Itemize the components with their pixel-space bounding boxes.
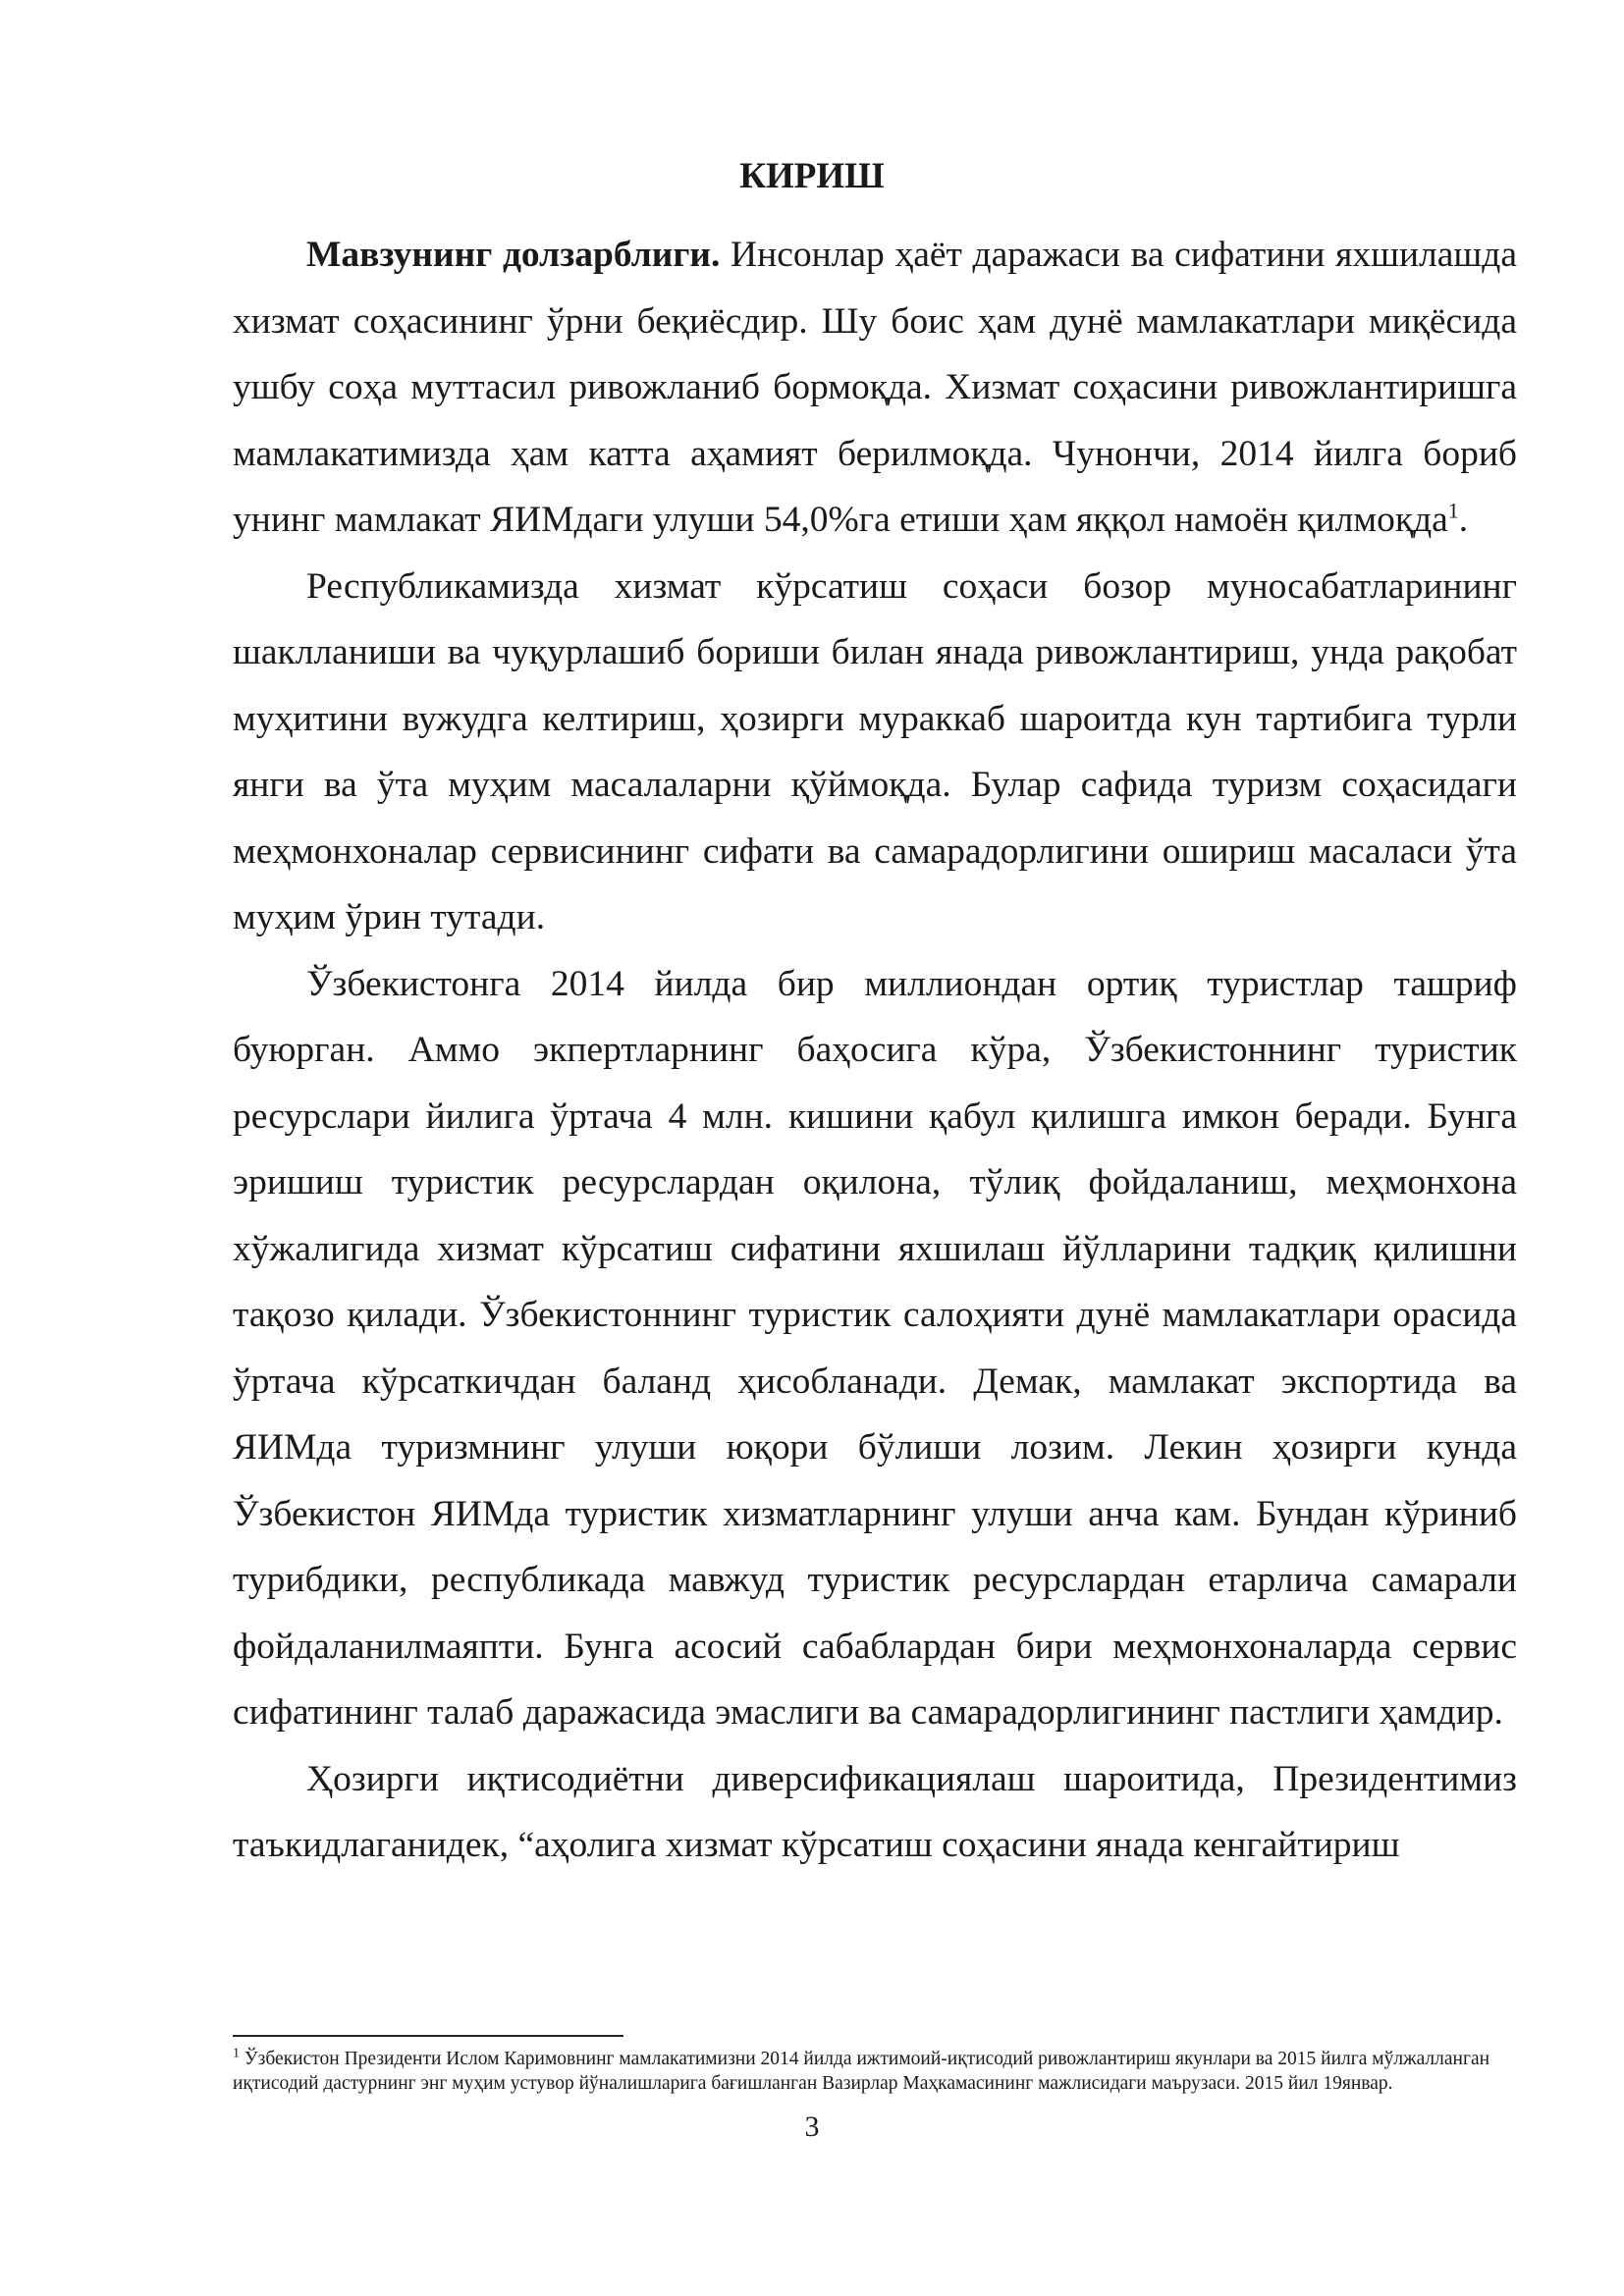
paragraph-diversification (233, 1746, 1517, 1879)
paragraph-tourism (233, 951, 1517, 1746)
body-text (233, 222, 1517, 1879)
paragraph-text-end: . (1458, 500, 1469, 540)
footnote-reference[interactable]: 1 (1447, 498, 1459, 523)
paragraph-relevance (233, 222, 1517, 554)
paragraph-lead: Мавзунинг долзарблиги. (306, 235, 721, 275)
footnote (233, 2047, 1517, 2096)
footnote-number: 1 (233, 2046, 240, 2061)
paragraph-text: Республикамизда хизмат кўрсатиш соҳаси бозор муносабатларининг шаклланиши ва чуқурлашиб бориши билан янада ривожлантириш, унда рақобат муҳитини вужудга келтириш, ҳозирги мураккаб шароитда кун тартибига турли янги ва ўта муҳим масалаларни қўймоқда. Булар сафида туризм соҳасидаги меҳмонхоналар сервисининг сифати ва самарадорлигини ошириш масаласи ўта муҳим ўрин тутади. (233, 565, 1517, 937)
footnote-text: Ўзбекистон Президенти Ислом Каримовнинг мамлакатимизни 2014 йилда ижтимоий-иқтисодий ривожлантириш якунлари ва 2015 йилга мўлжалланган иқтисодий дастурнинг энг муҳим устувор йўналишларига бағишланган Вазирлар Маҳкамасининг мажлисидаги маърузаси. 2015 йил 19январ. (233, 2049, 1490, 2094)
paragraph-service-sector (233, 554, 1517, 951)
paragraph-text: Инсонлар ҳаёт даражаси ва сифатини яхшилашда хизмат соҳасининг ўрни беқиёсдир. Шу боис ҳам дунё мамлакатлари миқёсида ушбу соҳа муттасил ривожланиб бормоқда. Хизмат соҳасини ривожлантиришга мамлакатимизда ҳам катта аҳамият берилмоқда. Чунончи, 2014 йилга бориб унинг мамлакат ЯИМдаги улуши 54,0%га етиши ҳам яққол намоён қилмоқда (233, 235, 1517, 540)
page-number: 3 (804, 2110, 820, 2143)
paragraph-text: Ўзбекистонга 2014 йилда бир миллиондан ортиқ туристлар ташриф буюрган. Аммо экпертларнинг баҳосига кўра, Ўзбекистоннинг туристик ресурслари йилига ўртача 4 млн. кишини қабул қилишга имкон беради. Бунга эришиш туристик ресурслардан оқилона, тўлиқ фойдаланиш, меҳмонхона хўжалигида хизмат кўрсатиш сифатини яхшилаш йўлларини тадқиқ қилишни тақозо қилади. Ўзбекистоннинг туристик салоҳияти дунё мамлакатлари орасида ўртача кўрсаткичдан баланд ҳисобланади. Демак, мамлакат экспортида ва ЯИМда туризмнинг улуши юқори бўлиши лозим. Лекин ҳозирги кунда Ўзбекистон ЯИМда туристик хизматларнинг улуши анча кам. Бундан кўриниб турибдики, республикада мавжуд туристик ресурслардан етарлича самарали фойдаланилмаяпти. Бунга асосий сабаблардан бири меҳмонхоналарда сервис сифатининг талаб даражасида эмаслиги ва самарадорлигининг пастлиги ҳамдир. (233, 963, 1517, 1733)
footnote-separator (233, 2035, 623, 2037)
paragraph-text: Ҳозирги иқтисодиётни диверсификациялаш шароитида, Президентимиз таъкидлаганидек, “аҳолига хизмат кўрсатиш соҳасини янада кенгайтириш (233, 1758, 1517, 1865)
page-heading: КИРИШ (739, 156, 885, 196)
